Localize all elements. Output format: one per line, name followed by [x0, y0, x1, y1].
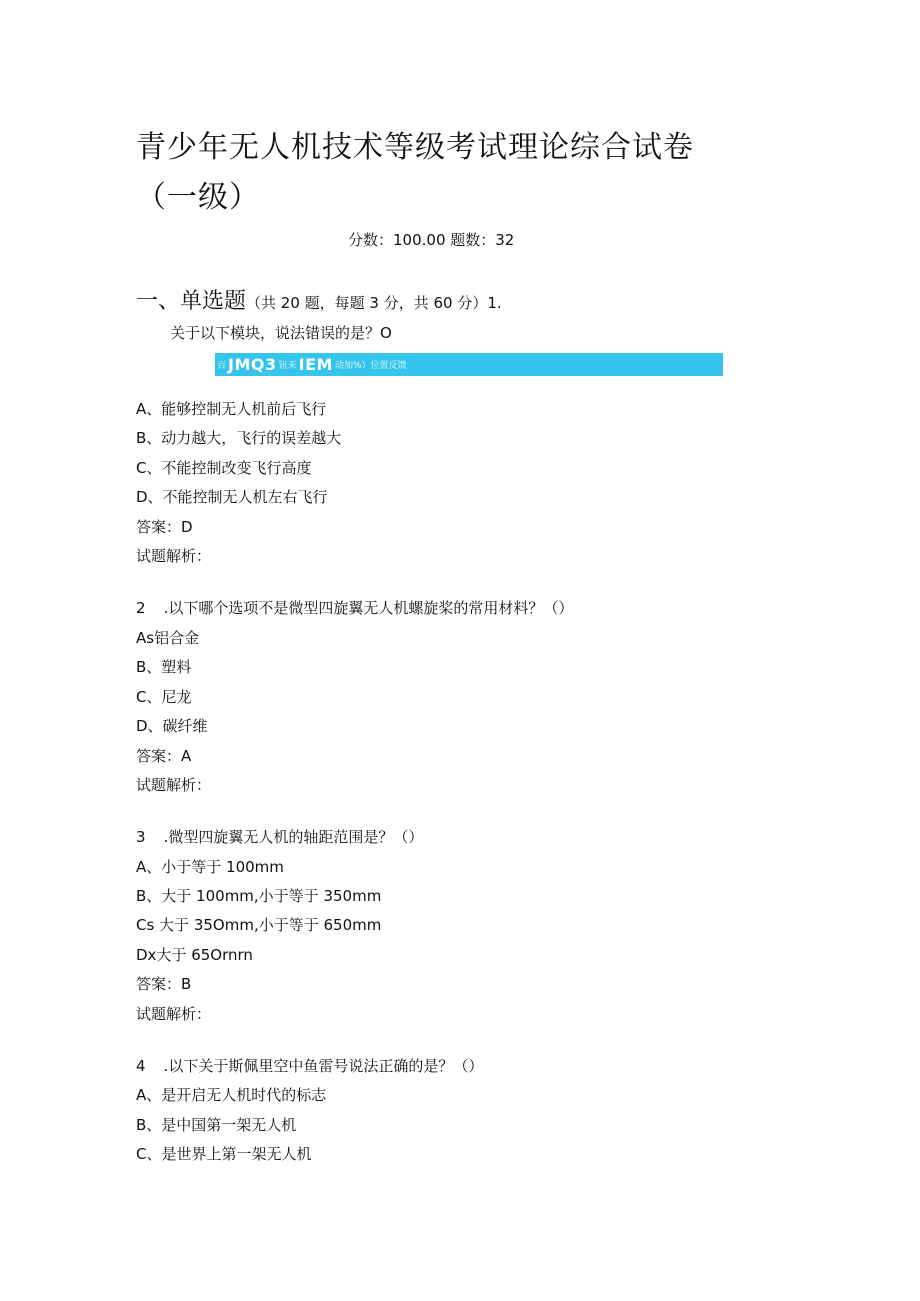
question-2-option-d: D、碳纤维	[136, 717, 208, 735]
question-2-option-a: As铝合金	[136, 629, 200, 647]
question-2-option-c: C、尼龙	[136, 688, 192, 706]
question-4-number: 4	[136, 1057, 146, 1075]
question-2-number: 2	[136, 599, 146, 617]
question-3-option-b: B、大于 100mm,小于等于 350mm	[136, 887, 382, 905]
banner-text-2: JMQ3	[228, 355, 277, 374]
question-3-number: 3	[136, 828, 146, 846]
section-heading: 一、单选题	[136, 289, 247, 314]
question-3-option-d: Dx大于 65Ornrn	[136, 946, 253, 964]
question-1-answer: 答案：D	[136, 518, 193, 536]
question-1-option-a: A、能够控制无人机前后飞行	[136, 400, 327, 418]
question-4-option-a: A、是开启无人机时代的标志	[136, 1086, 327, 1104]
question-2-option-b: B、塑料	[136, 658, 192, 676]
question-3-answer: 答案：B	[136, 975, 192, 993]
banner-text-4: IEM	[298, 355, 333, 374]
section-note: （共 20 题，每题 3 分，共 60 分）1.	[246, 294, 502, 312]
module-image-banner	[215, 353, 723, 376]
banner-text-1: 百	[217, 361, 227, 371]
question-3-option-c: Cs 大于 35Omm,小于等于 650mm	[136, 916, 382, 934]
banner-text-5: 动加%）位置反馈	[334, 361, 407, 371]
question-2-stem	[136, 597, 573, 618]
question-3-analysis: 试题解析：	[136, 1005, 212, 1023]
exam-title-line-1: 青少年无人机技术等级考试理论综合试卷	[136, 130, 694, 165]
question-1-option-b: B、动力越大，飞行的误差越大	[136, 429, 342, 447]
question-3-text: .微型四旋翼无人机的轴距范围是？（）	[163, 828, 424, 846]
question-4-option-b: B、是中国第一架无人机	[136, 1116, 297, 1134]
question-1-stem: 关于以下模块，说法错误的是？O	[170, 324, 392, 342]
score-summary: 分数：100.00 题数：32	[348, 231, 515, 249]
banner-text-3: 钮来	[278, 361, 297, 371]
question-4-stem	[136, 1055, 483, 1076]
exam-title-line-2: （一级）	[136, 180, 260, 215]
section-header	[136, 284, 502, 315]
question-2-analysis: 试题解析：	[136, 776, 212, 794]
question-4-text: .以下关于斯佩里空中鱼雷号说法正确的是？（）	[163, 1057, 484, 1075]
question-1-analysis: 试题解析：	[136, 547, 212, 565]
question-2-answer: 答案：A	[136, 747, 192, 765]
question-4-option-c: C、是世界上第一架无人机	[136, 1145, 312, 1163]
question-1-option-d: D、不能控制无人机左右飞行	[136, 488, 328, 506]
question-3-option-a: A、小于等于 100mm	[136, 858, 284, 876]
question-1-option-c: C、不能控制改变飞行高度	[136, 459, 312, 477]
question-2-text: .以下哪个选项不是微型四旋翼无人机螺旋桨的常用材料？（）	[163, 599, 574, 617]
question-3-stem	[136, 826, 423, 847]
